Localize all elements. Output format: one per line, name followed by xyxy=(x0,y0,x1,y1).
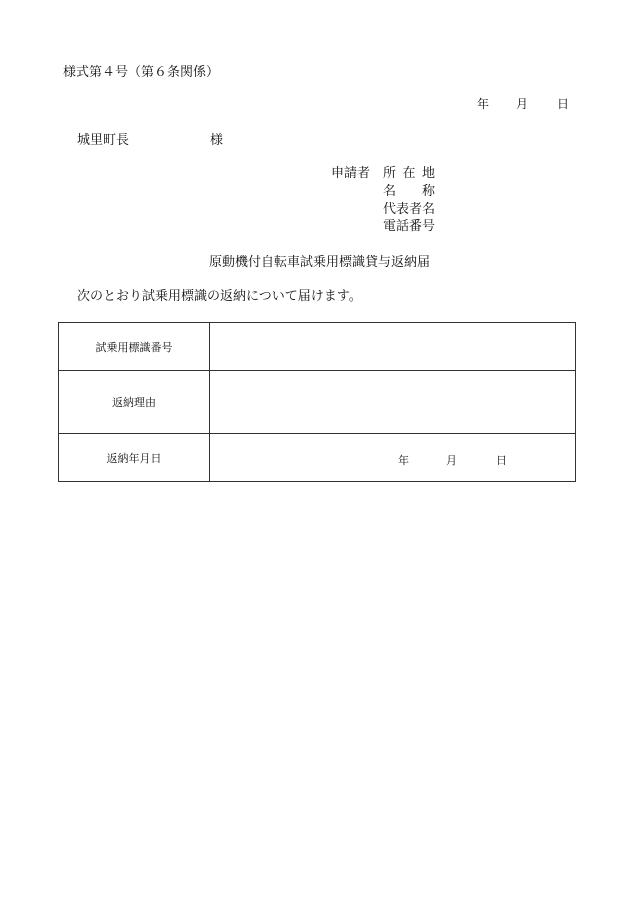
addressee-name: 城里町長 xyxy=(77,133,130,148)
addressee-honorific: 様 xyxy=(210,133,224,148)
table-row xyxy=(59,323,575,371)
table-row xyxy=(59,371,575,434)
applicant-address-label: 所在地 xyxy=(383,166,435,181)
applicant-name-label: 名称 xyxy=(383,184,435,199)
form-number: 様式第４号（第６条関係） xyxy=(63,65,220,80)
return-date-label: 返納年月日 xyxy=(59,434,210,481)
applicant-label: 申請者 xyxy=(331,166,371,181)
date-month-label: 月 xyxy=(516,97,529,111)
document-title: 原動機付自転車試乗用標識貸与返納届 xyxy=(209,255,431,270)
statement-text: 次のとおり試乗用標識の返納について届けます。 xyxy=(77,289,362,304)
return-month-label: 月 xyxy=(446,454,457,467)
applicant-representative-label: 代表者名 xyxy=(383,202,436,217)
return-reason-label: 返納理由 xyxy=(59,371,210,433)
return-reason-field[interactable] xyxy=(210,371,575,433)
plate-number-label: 試乗用標識番号 xyxy=(59,323,210,370)
plate-number-field[interactable] xyxy=(210,323,575,370)
date-day-label: 日 xyxy=(557,97,570,111)
return-date-field[interactable] xyxy=(210,434,575,481)
applicant-phone-label: 電話番号 xyxy=(383,219,436,234)
table-row xyxy=(59,434,575,481)
date-year-label: 年 xyxy=(477,97,490,111)
return-year-label: 年 xyxy=(398,454,409,467)
return-form-table xyxy=(58,322,576,482)
return-day-label: 日 xyxy=(496,454,507,467)
